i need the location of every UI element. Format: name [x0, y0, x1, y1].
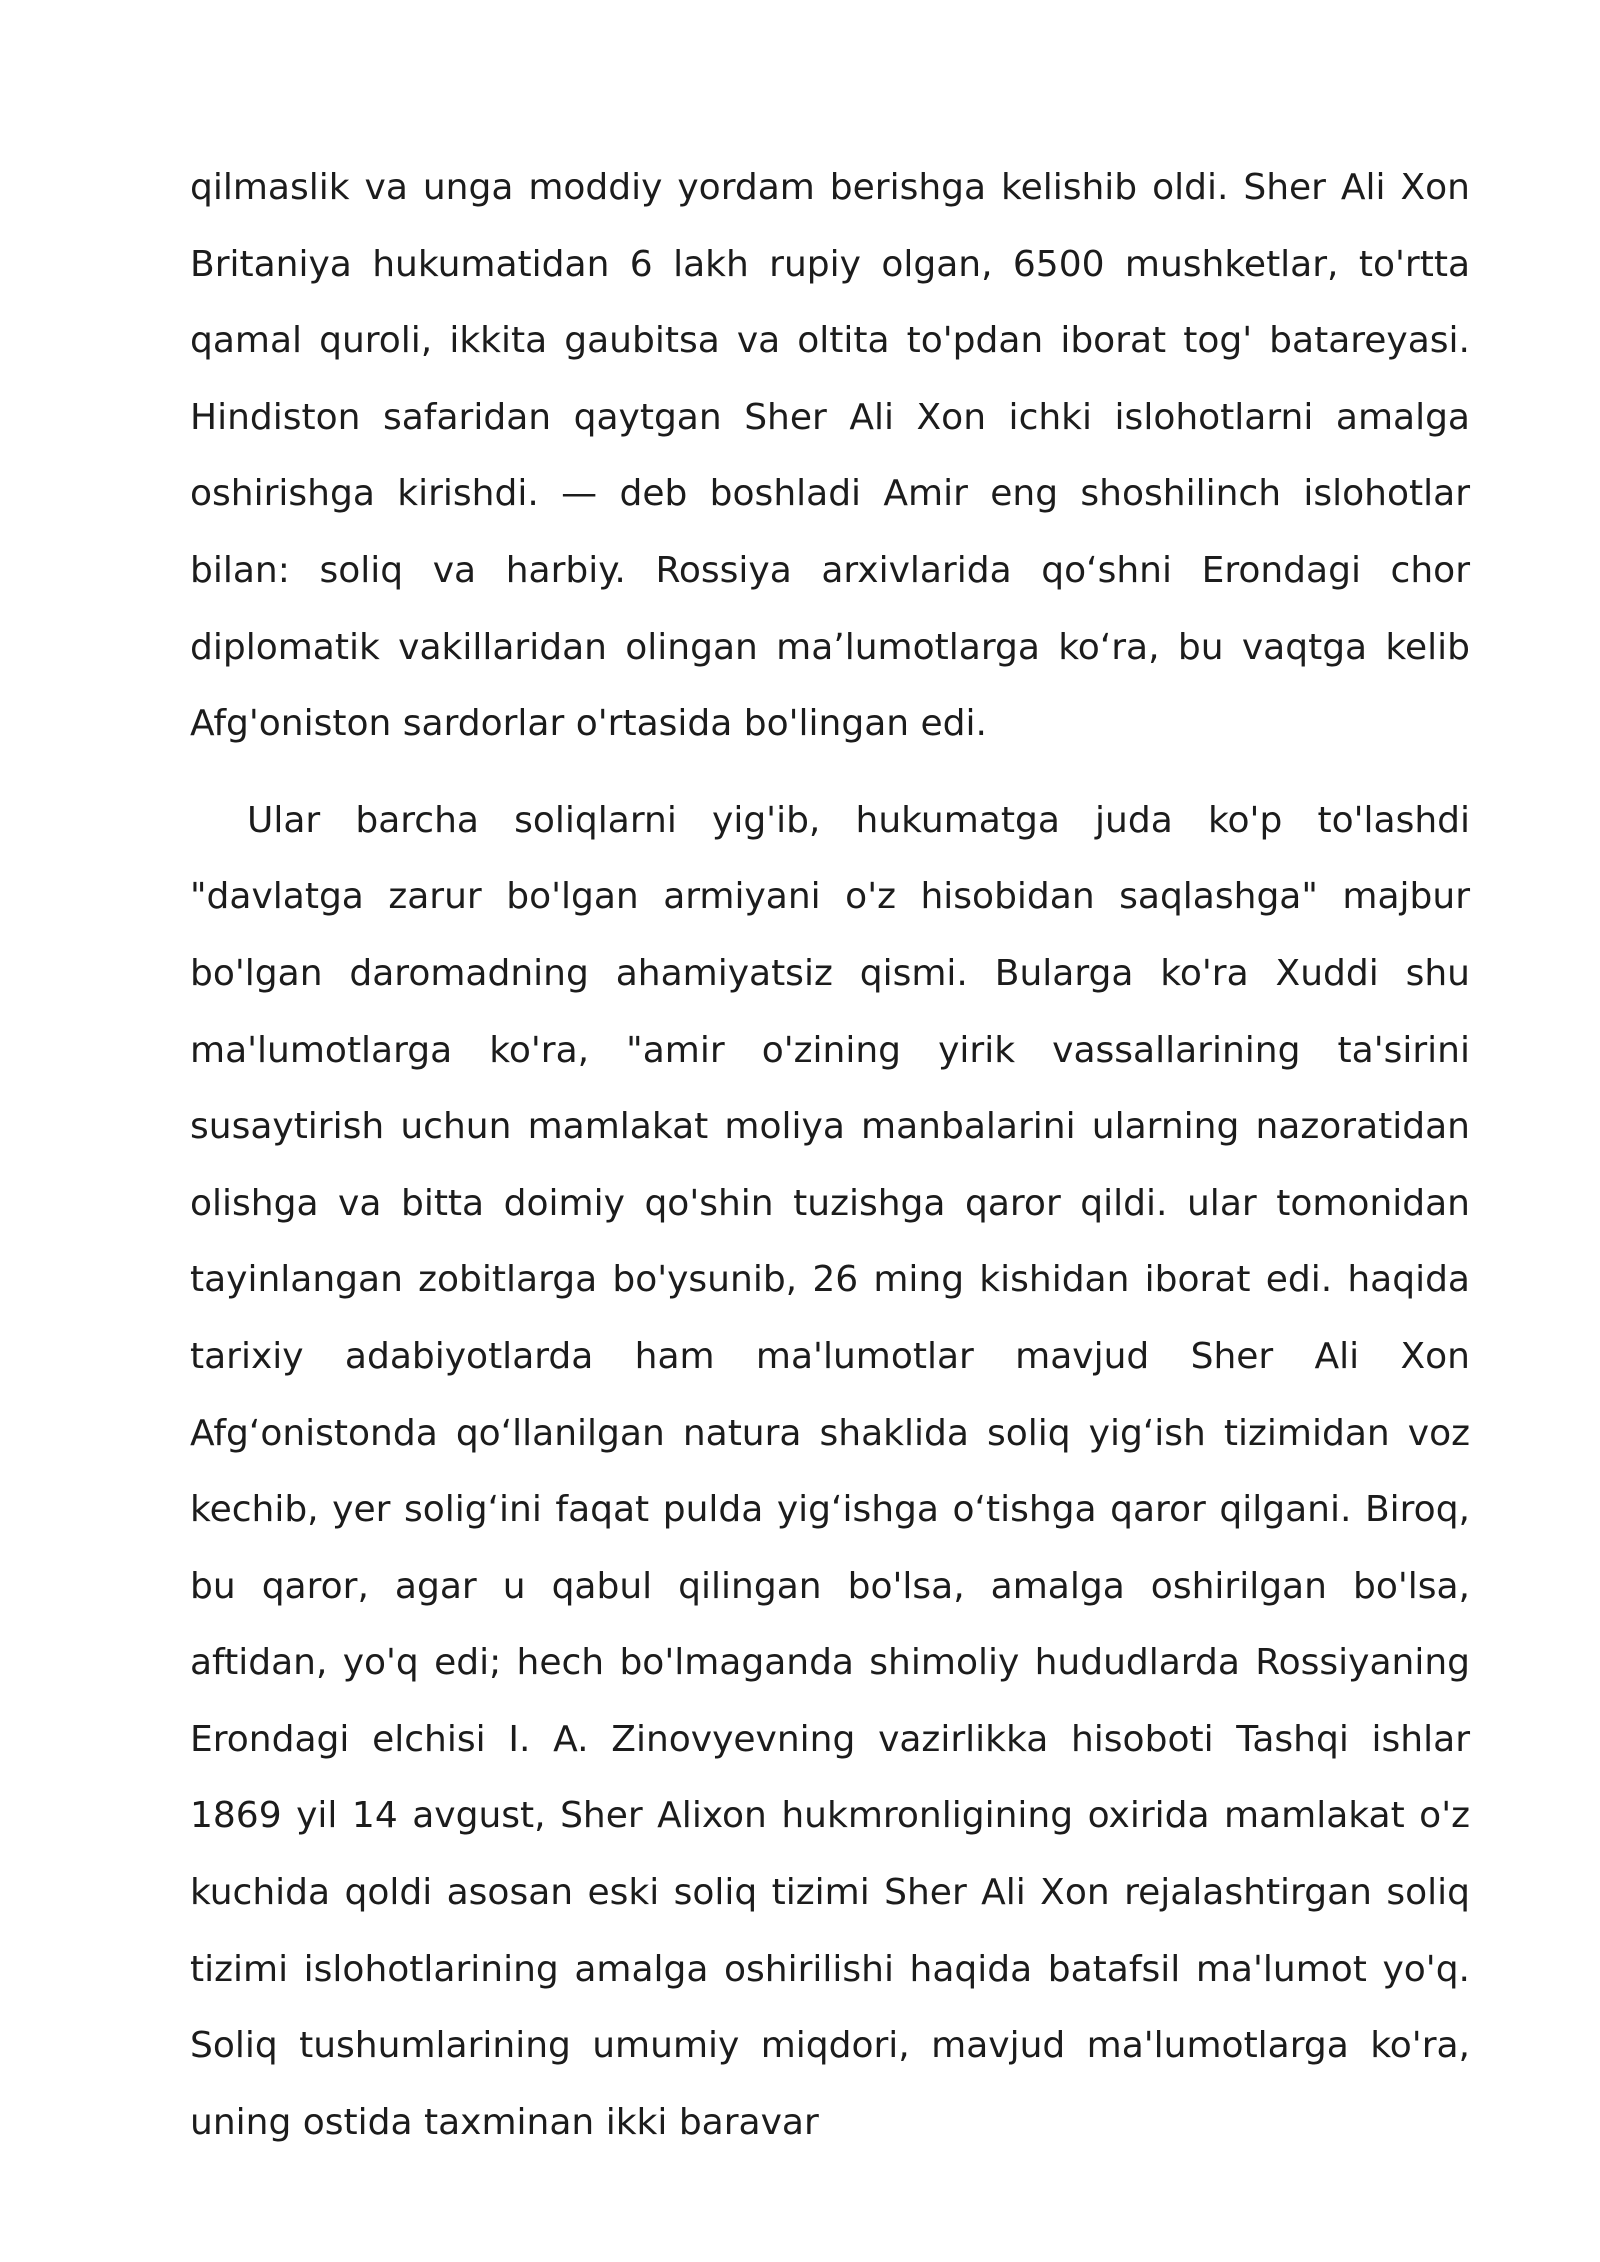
- paragraph-1: qilmaslik va unga moddiy yordam berishga kelishib oldi. Sher Ali Xon Britaniya hukumatidan 6 lakh rupiy olgan, 6500 mushketlar, to'rtta qamal quroli, ikkita gaubitsa va oltita to'pdan iborat tog' batareyasi. Hindiston safaridan qaytgan Sher Ali Xon ichki islohotlarni amalga oshirishga kirishdi. — deb boshladi Amir eng shoshilinch islohotlar bilan: soliq va harbiy. Rossiya arxivlarida qo‘shni Erondagi chor diplomatik vakillaridan olingan ma’lumotlarga ko‘ra, bu vaqtga kelib Afg'oniston sardorlar o'rtasida bo'lingan edi.: [190, 167, 1470, 745]
- document-body: [190, 150, 1470, 2161]
- paragraph-2: Ular barcha soliqlarni yig'ib, hukumatga juda ko'p to'lashdi "davlatga zarur bo'lgan armiyani o'z hisobidan saqlashga" majbur bo'lgan daromadning ahamiyatsiz qismi. Bularga ko'ra Xuddi shu ma'lumotlarga ko'ra, "amir o'zining yirik vassallarining ta'sirini susaytirish uchun mamlakat moliya manbalarini ularning nazoratidan olishga va bitta doimiy qo'shin tuzishga qaror qildi. ular tomonidan tayinlangan zobitlarga bo'ysunib, 26 ming kishidan iborat edi. haqida tarixiy adabiyotlarda ham ma'lumotlar mavjud Sher Ali Xon Afg‘onistonda qo‘llanilgan natura shaklida soliq yig‘ish tizimidan voz kechib, yer solig‘ini faqat pulda yig‘ishga o‘tishga qaror qilgani. Biroq, bu qaror, agar u qabul qilingan bo'lsa, amalga oshirilgan bo'lsa, aftidan, yo'q edi; hech bo'lmaganda shimoliy hududlarda Rossiyaning Erondagi elchisi I. A. Zinovyevning vazirlikka hisoboti Tashqi ishlar 1869 yil 14 avgust, Sher Alixon hukmronligining oxirida mamlakat o'z kuchida qoldi asosan eski soliq tizimi Sher Ali Xon rejalashtirgan soliq tizimi islohotlarining amalga oshirilishi haqida batafsil ma'lumot yo'q. Soliq tushumlarining umumiy miqdori, mavjud ma'lumotlarga ko'ra, uning ostida taxminan ikki baravar: [190, 799, 1470, 2143]
